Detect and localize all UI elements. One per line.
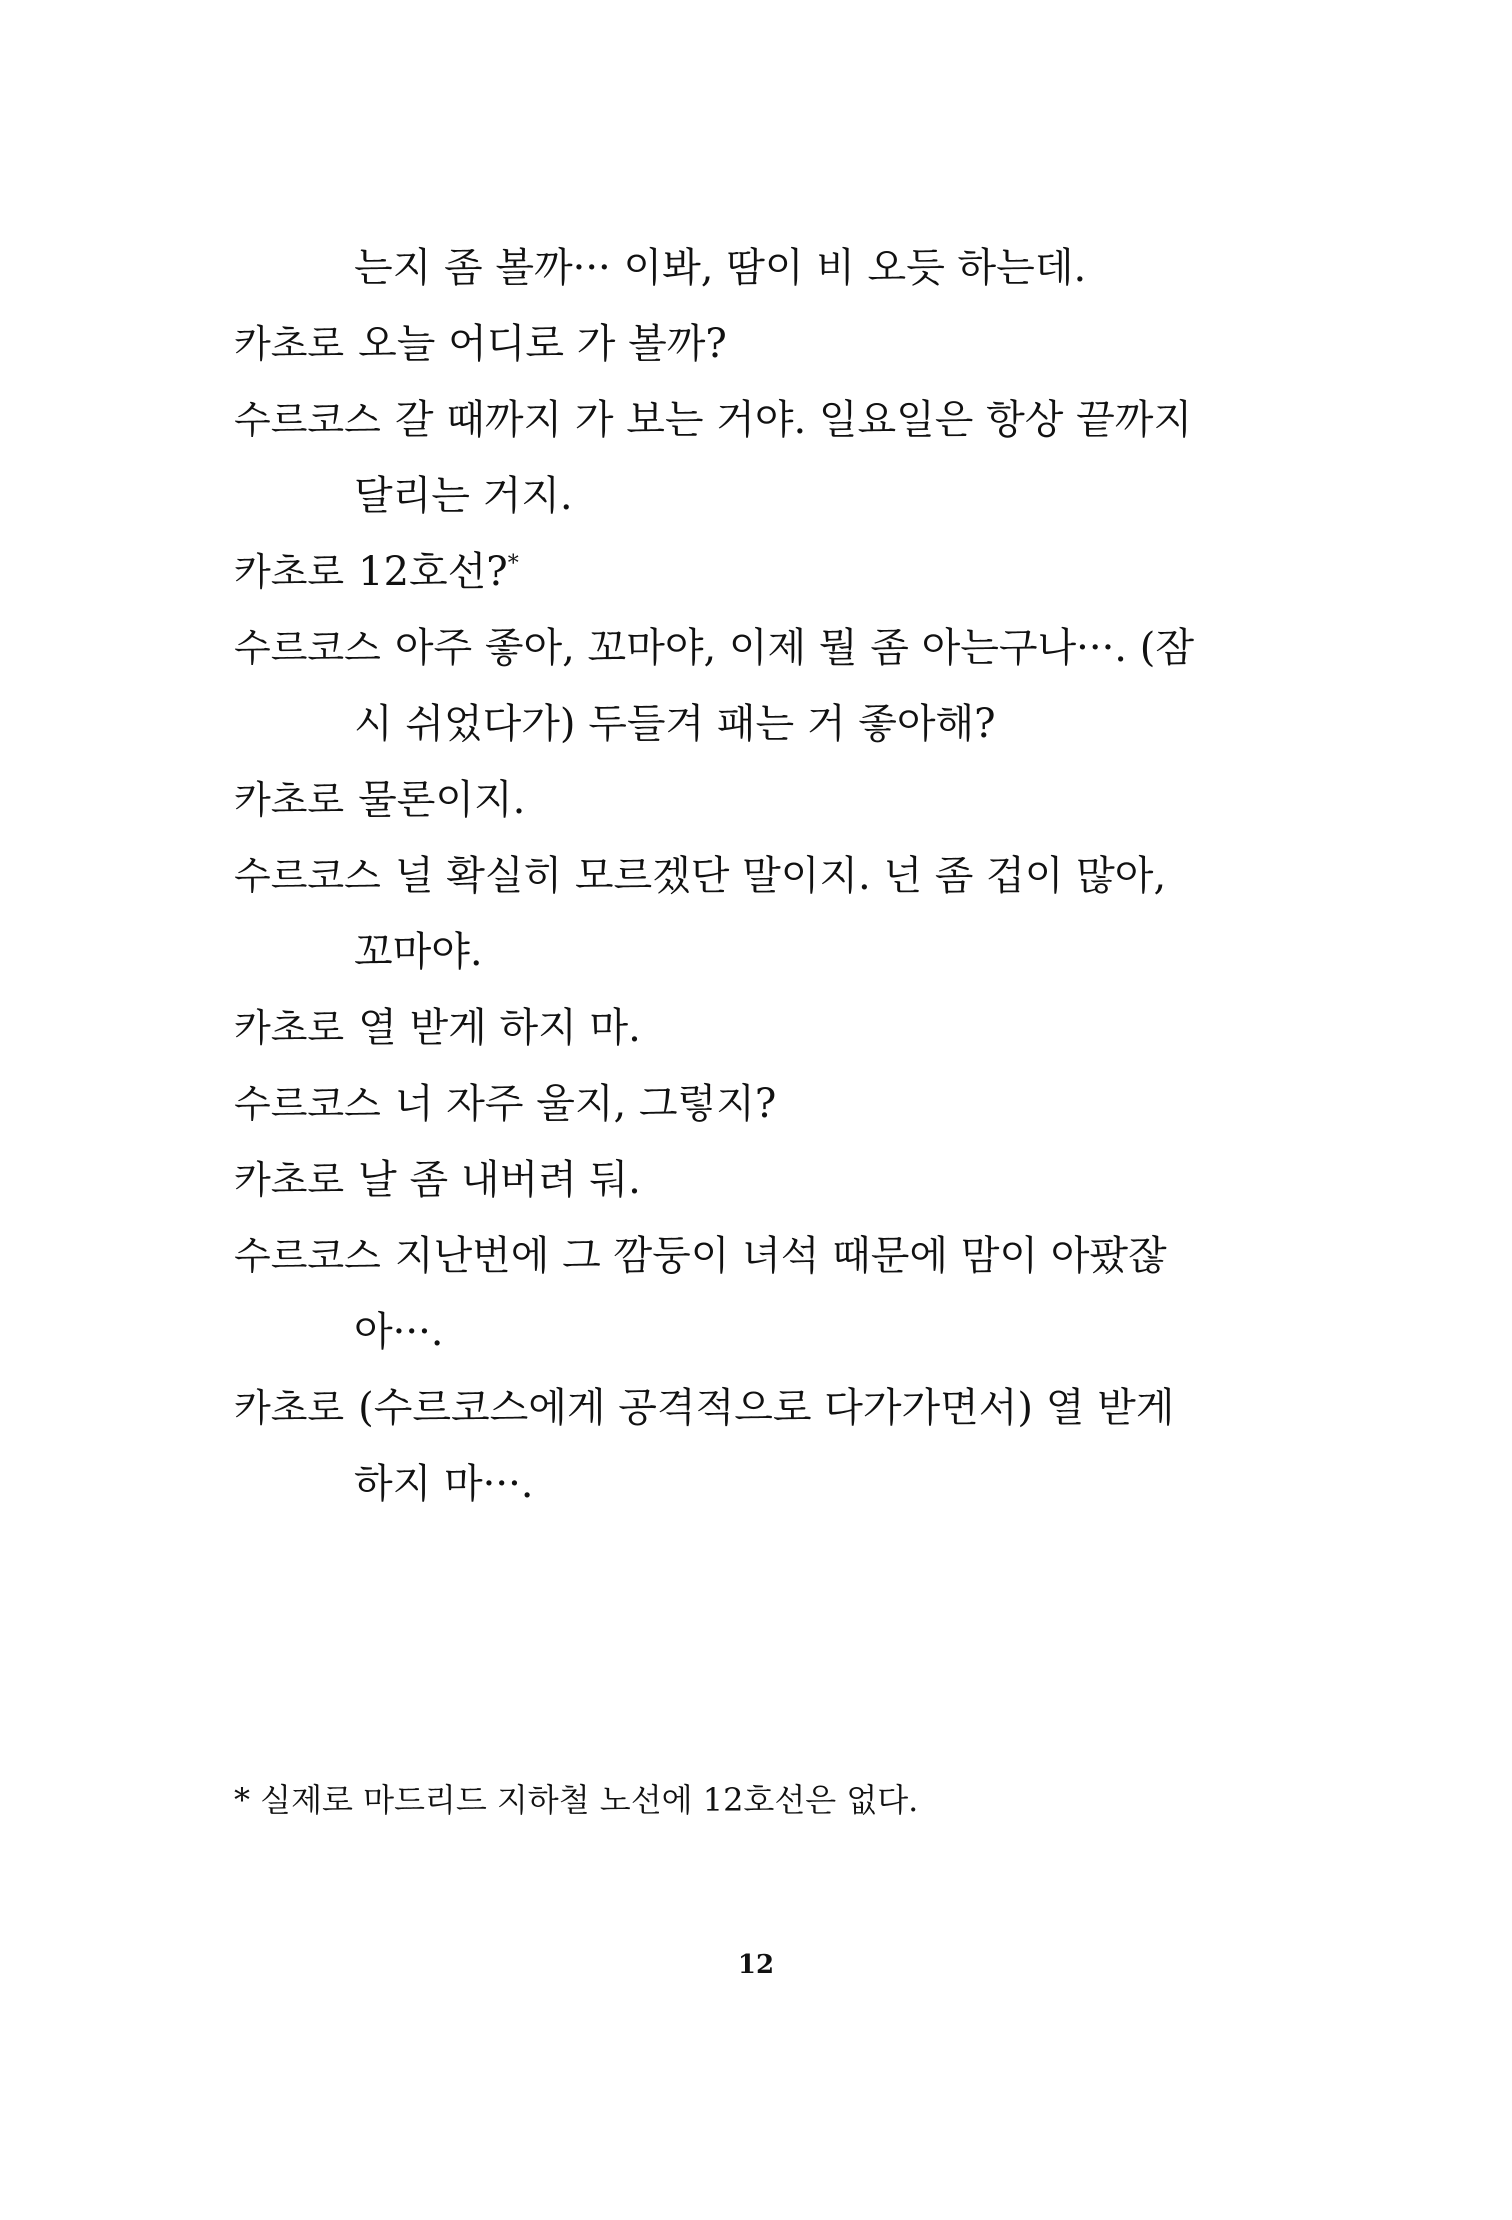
dialogue-text: 오늘 어디로 가 볼까? (358, 321, 727, 367)
dialogue-text: 는지 좀 볼까··· 이봐, 땀이 비 오듯 하는데. (354, 245, 1087, 291)
speaker-name: 카초로 (234, 1158, 345, 1202)
footnote-reference: * (507, 551, 519, 577)
speaker-name: 카초로 (234, 1006, 345, 1050)
dialogue-line (234, 1142, 1284, 1218)
dialogue-text: 물론이지. (358, 777, 526, 823)
speaker-name: 카초로 (234, 550, 345, 594)
page-number: 12 (737, 1950, 775, 1980)
speaker-name: 카초로 (234, 322, 345, 366)
dialogue-text: 갈 때까지 가 보는 거야. 일요일은 항상 끝까지 (394, 397, 1193, 443)
dialogue-line (234, 306, 1284, 382)
speaker-name: 카초로 (234, 778, 345, 822)
dialogue-text: (수르코스에게 공격적으로 다가가면서) 열 받게 (358, 1385, 1175, 1431)
play-script (234, 230, 1284, 1522)
dialogue-line (234, 1370, 1284, 1446)
dialogue-line (234, 534, 1284, 610)
speaker-name: 수르코스 (234, 854, 381, 898)
dialogue-text: 12호선? (358, 549, 508, 595)
dialogue-line (234, 230, 1284, 306)
speaker-name: 카초로 (234, 1386, 345, 1430)
dialogue-text: 달리는 거지. (354, 473, 573, 519)
dialogue-text: 널 확실히 모르겠단 말이지. 넌 좀 겁이 많아, (394, 853, 1167, 899)
dialogue-line (234, 914, 1284, 990)
dialogue-line (234, 1446, 1284, 1522)
dialogue-text: 아···. (354, 1309, 444, 1355)
dialogue-line (234, 1294, 1284, 1370)
speaker-name: 수르코스 (234, 1234, 381, 1278)
dialogue-line (234, 458, 1284, 534)
footnote: * 실제로 마드리드 지하철 노선에 12호선은 없다. (234, 1781, 919, 1819)
dialogue-text: 아주 좋아, 꼬마야, 이제 뭘 좀 아는구나···. (잠 (394, 625, 1194, 671)
dialogue-text: 지난번에 그 깜둥이 녀석 때문에 맘이 아팠잖 (394, 1233, 1167, 1279)
dialogue-line (234, 838, 1284, 914)
dialogue-text: 하지 마···. (354, 1461, 534, 1507)
dialogue-line (234, 762, 1284, 838)
dialogue-text: 너 자주 울지, 그렇지? (394, 1081, 777, 1127)
dialogue-line (234, 610, 1284, 686)
dialogue-line (234, 382, 1284, 458)
dialogue-text: 꼬마야. (354, 929, 483, 975)
dialogue-line (234, 990, 1284, 1066)
dialogue-text: 날 좀 내버려 둬. (358, 1157, 641, 1203)
dialogue-line (234, 1066, 1284, 1142)
dialogue-line (234, 1218, 1284, 1294)
dialogue-text: 열 받게 하지 마. (358, 1005, 641, 1051)
speaker-name: 수르코스 (234, 398, 381, 442)
speaker-name: 수르코스 (234, 1082, 381, 1126)
speaker-name: 수르코스 (234, 626, 381, 670)
dialogue-text: 시 쉬었다가) 두들겨 패는 거 좋아해? (354, 701, 996, 747)
dialogue-line (234, 686, 1284, 762)
